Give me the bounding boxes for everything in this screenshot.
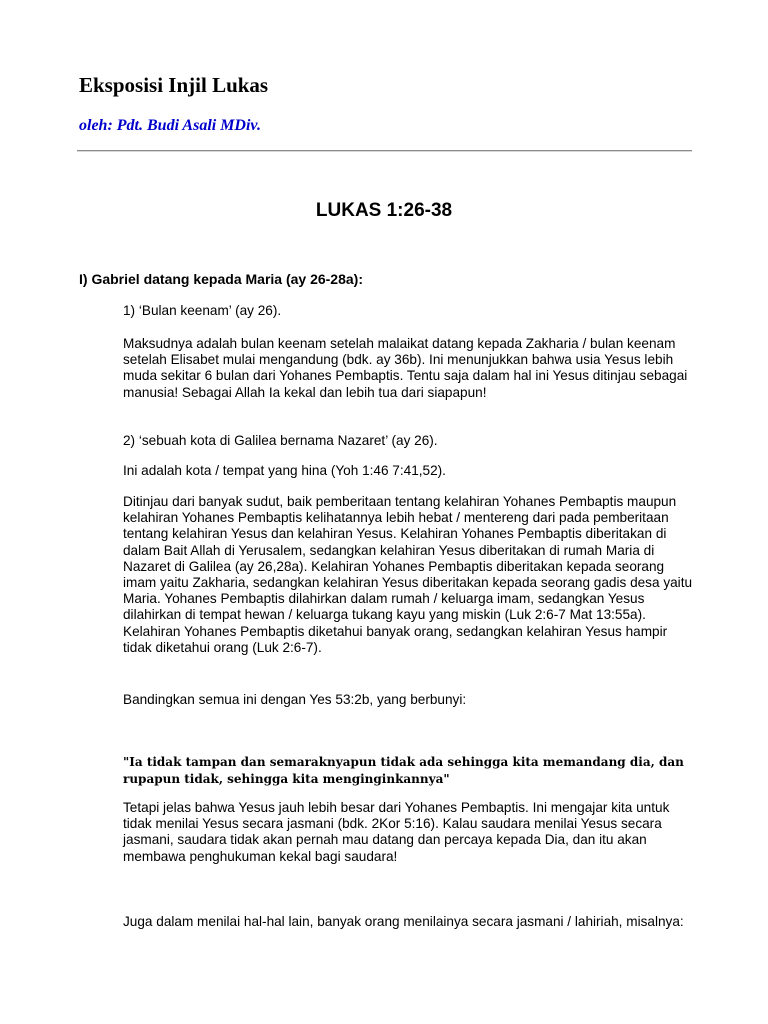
chapter-heading: LUKAS 1:26-38 bbox=[315, 200, 453, 221]
paragraph-comparison: Ditinjau dari banyak sudut, baik pemberitaan tentang kelahiran Yohanes Pembaptis maupun kelahiran Yohanes Pembaptis kelihatannya lebih hebat / mentereng dari pada pemberitaan tentang kelahiran Yesus dan kelahiran Yesus. Kelahiran Yohanes Pembaptis diberitakan di dalam Bait Allah di Yerusalem, sedangkan kelahiran Yesus diberitakan di rumah Maria di Nazaret di Galilea (ay 26,28a). Kelahiran Yohanes Pembaptis diberitakan kepada seorang imam yaitu Zakharia, sedangkan kelahiran Yesus diberitakan kepada seorang gadis desa yaitu Maria. Yohanes Pembaptis dilahirkan dalam rumah / keluarga imam, sedangkan Yesus dilahirkan di tempat hewan / keluarga tukang kayu yang miskin (Luk 2:6-7 Mat 13:55a). Kelahiran Yohanes Pembaptis diketahui banyak orang, sedangkan kelahiran Yesus hampir tidak diketahui orang (Luk 2:6-7). bbox=[123, 494, 693, 655]
section-heading: I) Gabriel datang kepada Maria (ay 26-28a): bbox=[79, 271, 363, 287]
paragraph-point-1: 1) ‘Bulan keenam’ (ay 26). bbox=[123, 303, 282, 318]
paragraph-compare-intro: Bandingkan semua ini dengan Yes 53:2b, yang berbunyi: bbox=[123, 692, 467, 707]
paragraph-point-2: 2) ‘sebuah kota di Galilea bernama Nazaret’ (ay 26). bbox=[123, 433, 438, 448]
document-author: oleh: Pdt. Budi Asali MDiv. bbox=[79, 117, 261, 134]
scripture-quote: "Ia tidak tampan dan semaraknyapun tidak ada sehingga kita memandang dia, dan rupapun tidak, sehingga kita menginginkannya" bbox=[123, 755, 684, 786]
paragraph-conclusion: Tetapi jelas bahwa Yesus jauh lebih besar dari Yohanes Pembaptis. Ini mengajar kita untuk tidak menilai Yesus secara jasmani (bdk. 2Kor 5:16). Kalau saudara menilai Yesus secara jasmani, saudara tidak akan pernah mau datang dan percaya kepada Dia, dan itu akan membawa penghukuman kekal bagi saudara! bbox=[123, 800, 670, 864]
paragraph-continuation: Juga dalam menilai hal-hal lain, banyak orang menilainya secara jasmani / lahiriah, misalnya: bbox=[123, 914, 684, 929]
paragraph-explanation-2: Ini adalah kota / tempat yang hina (Yoh 1:46 7:41,52). bbox=[123, 463, 446, 478]
document-title: Eksposisi Injil Lukas bbox=[79, 73, 269, 97]
horizontal-rule bbox=[77, 150, 692, 152]
paragraph-explanation-1: Maksudnya adalah bulan keenam setelah malaikat datang kepada Zakharia / bulan keenam setelah Elisabet mulai mengandung (bdk. ay 36b). Ini menunjukkan bahwa usia Yesus lebih muda sekitar 6 bulan dari Yohanes Pembaptis. Tentu saja dalam hal ini Yesus ditinjau sebagai manusia! Sebagai Allah Ia kekal dan lebih tua dari siapapun! bbox=[123, 336, 688, 400]
